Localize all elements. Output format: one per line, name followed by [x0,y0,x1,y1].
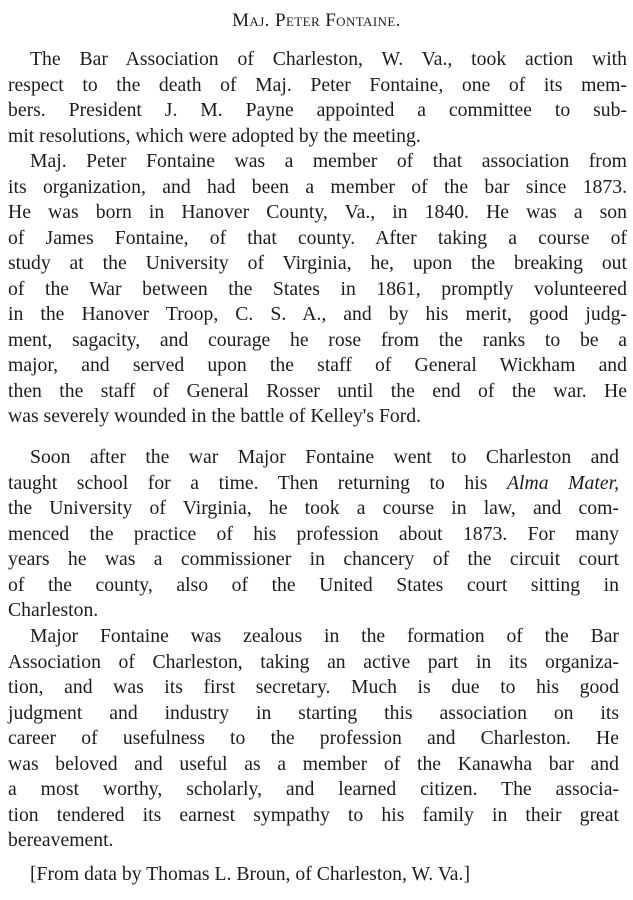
italic-phrase: Alma Mater, [507,471,619,494]
paragraph-bar-association-action [8,47,627,149]
text-line: The Bar Association of Charleston, W. Va., took action with [30,48,627,70]
text-segment: taught school for a time. Then returning to his [8,471,488,494]
text-line: bereavement. [8,829,114,852]
text-line: ment, sagacity, and courage he rose from the ranks to be a [8,328,627,351]
text-line: Soon after the war Major Fontaine went to Charleston and [30,446,619,468]
text-line: career of usefulness to the profession and Charleston. He [8,727,619,750]
text-line: bers. President J. M. Payne appointed a committee to sub- [8,99,627,122]
text-line: Maj. Peter Fontaine was a member of that association from [30,150,627,172]
text-line: Association of Charleston, taking an active part in its organiza- [8,650,619,673]
source-note: [From data by Thomas L. Broun, of Charleston, W. Va.] [30,863,471,885]
text-line: Major Fontaine was zealous in the formation of the Bar [30,625,619,647]
text-line: of the county, also of the United States court sitting in [8,573,619,596]
text-line: in the Hanover Troop, C. S. A., and by his merit, good judg- [8,303,627,326]
page-title: Maj. Peter Fontaine. [232,10,401,31]
text-line: years he was a commissioner in chancery of the circuit court [8,548,619,571]
text-line: the University of Virginia, he took a course in law, and com- [8,497,619,520]
text-line: mit resolutions, which were adopted by the meeting. [8,124,421,147]
text-line: respect to the death of Maj. Peter Fontaine, one of its mem- [8,73,627,96]
text-line: tion tendered its earnest sympathy to his family in their great [8,803,619,826]
text-line: menced the practice of his profession about 1873. For many [8,522,619,545]
text-line: study at the University of Virginia, he, upon the breaking out [8,252,627,275]
text-line: judgment and industry in starting this association on its [8,701,619,724]
text-line: its organization, and had been a member of the bar since 1873. [8,175,627,198]
text-line: then the staff of General Rosser until the end of the war. He [8,379,627,402]
paragraph-tribute [8,624,619,854]
text-line: He was born in Hanover County, Va., in 1840. He was a son [8,201,627,224]
text-line: of James Fontaine, of that county. After taking a course of [8,226,627,249]
text-line: a most worthy, scholarly, and learned citizen. The associa- [8,778,619,801]
text-line: of the War between the States in 1861, promptly volunteered [8,277,627,300]
text-line-with-italic [8,471,619,497]
text-line: tion, and was its first secretary. Much is due to his good [8,676,619,699]
paragraph-biography [8,149,627,430]
text-line: Charleston. [8,599,99,622]
text-line: was severely wounded in the battle of Kelley's Ford. [8,405,422,428]
text-line: major, and served upon the staff of General Wickham and [8,354,627,377]
paragraph-career [8,445,619,624]
text-line: was beloved and useful as a member of the Kanawha bar and [8,752,619,775]
